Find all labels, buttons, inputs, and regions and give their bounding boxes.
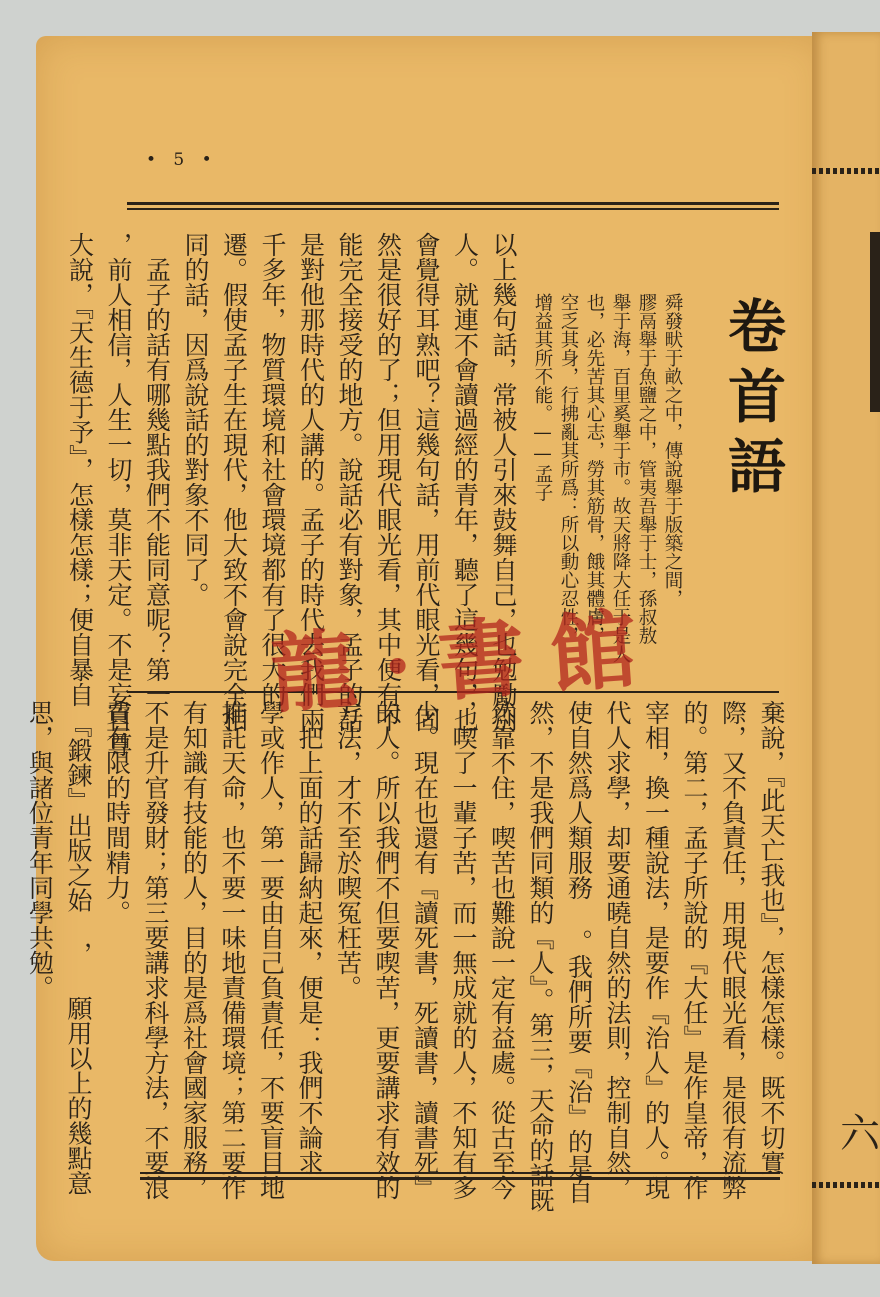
top-rule-thin bbox=[127, 208, 779, 210]
body-line: 推託天命，也不要一味地責備環境；第二要作 bbox=[218, 700, 247, 1200]
body-line: ，喫了一輩子苦，而一無成就的人，不知有多 bbox=[449, 700, 478, 1200]
body-line: 棄說，『此天亡我也』，怎樣怎樣。既不切實 bbox=[757, 700, 786, 1175]
body-line: 然是很好的了；但用現代眼光看，其中便有不 bbox=[373, 232, 403, 732]
body-line: 有知識有技能的人，目的是爲社會國家服務， bbox=[179, 700, 209, 1200]
body-line: 會覺得耳熟吧？這幾句話，用前代眼光看，固 bbox=[412, 232, 441, 732]
body-line: ，前人相信，人生一切，莫非天定。不是妄自尊 bbox=[104, 232, 133, 757]
edge-bar bbox=[870, 232, 880, 412]
edge-rule bbox=[812, 168, 880, 174]
body-line: 使自然爲人類服務 。我們所要『治』的是自 bbox=[564, 700, 594, 1204]
body-line: 費有限的時間精力。 bbox=[102, 700, 132, 925]
body-line: 不是升官發財；第三要講求科學方法，不要浪 bbox=[141, 700, 170, 1200]
body-line: 學或作人，第一要由自己負責任，不要盲目地 bbox=[256, 700, 286, 1200]
edge-glyph: 六 bbox=[840, 1111, 880, 1157]
body-line: 少。現在也還有『讀死書，死讀書，讀書死』 bbox=[410, 700, 440, 1200]
body-line: 思，與諸位青年同學共勉。 bbox=[25, 700, 55, 1000]
body-line: 然靠不住，喫苦也難說一定有益處。從古至今 bbox=[487, 700, 517, 1200]
quote-line: 空乏其身，行拂亂其所爲：所以動心忍性， bbox=[558, 293, 579, 645]
body-line: 以上幾句話，常被人引來鼓舞自己，也勉勵別 bbox=[489, 232, 518, 732]
edge-rule bbox=[812, 1182, 880, 1188]
body-line: 千多年，物質環境和社會環境都有了很大的 bbox=[258, 232, 287, 707]
top-rule bbox=[127, 202, 779, 205]
library-watermark-stamp: 龍·書館 bbox=[267, 597, 666, 726]
body-line: 代人求學，却要通曉自然的法則，控制自然， bbox=[603, 700, 632, 1200]
body-line: 方法，才不至於喫冤枉苦。 bbox=[333, 700, 363, 1000]
body-line: 是對他那時代的人講的。孟子的時代去我們兩 bbox=[296, 232, 326, 732]
body-line: 能完全接受的地方。說話必有對象，孟子的話 bbox=[335, 232, 364, 732]
body-line: 『鍛鍊』出版之始 ， 願用以上的幾點意 bbox=[64, 700, 93, 1196]
body-line: 把上面的話歸納起來，便是：我們不論求 bbox=[295, 700, 324, 1175]
body-line: 際，又不負責任，用現代眼光看，是很有流弊 bbox=[718, 700, 748, 1200]
lower-body-text bbox=[25, 700, 790, 1213]
page-title: 卷首語 bbox=[718, 296, 786, 506]
body-line: 然，不是我們同類的『人』。第三，天命的話既 bbox=[526, 700, 555, 1213]
body-line: 大說，『天生德于予』，怎樣怎樣；便自暴自 bbox=[65, 232, 95, 707]
quote-line: 舉于海，百里奚舉于市。故天將降大任于是人 bbox=[610, 293, 631, 663]
quote-line: 膠鬲舉于魚鹽之中，管夷吾舉于士，孫叔敖 bbox=[636, 293, 657, 645]
body-line: 人。就連不會讀過經的青年，聽了這幾句，也 bbox=[450, 232, 480, 732]
body-line: 的。第二，孟子所說的『大任』是作皇帝，作 bbox=[680, 700, 709, 1200]
body-line: 的人。所以我們不但要喫苦，更要講求有效的 bbox=[372, 700, 401, 1200]
body-line: 宰相，換一種說法，是要作『治人』的人。現 bbox=[641, 700, 671, 1200]
body-line: 同的話，因爲說話的對象不同了。 bbox=[181, 232, 210, 607]
body-line: 遷。假使孟子生在現代，他大致不會說完全相 bbox=[219, 232, 249, 732]
page-number: • 5 • bbox=[146, 150, 218, 170]
quote-line: 也，必先苦其心志，勞其筋骨，餓其體膚， bbox=[584, 293, 605, 645]
quote-line: 增益其所不能。——孟子 bbox=[532, 293, 553, 502]
next-page-edge bbox=[812, 32, 880, 1264]
quote-line: 舜發畎于畝之中，傳說舉于版築之間， bbox=[662, 293, 683, 608]
body-line: 孟子的話有哪幾點我們不能同意呢？第一 bbox=[142, 232, 172, 707]
